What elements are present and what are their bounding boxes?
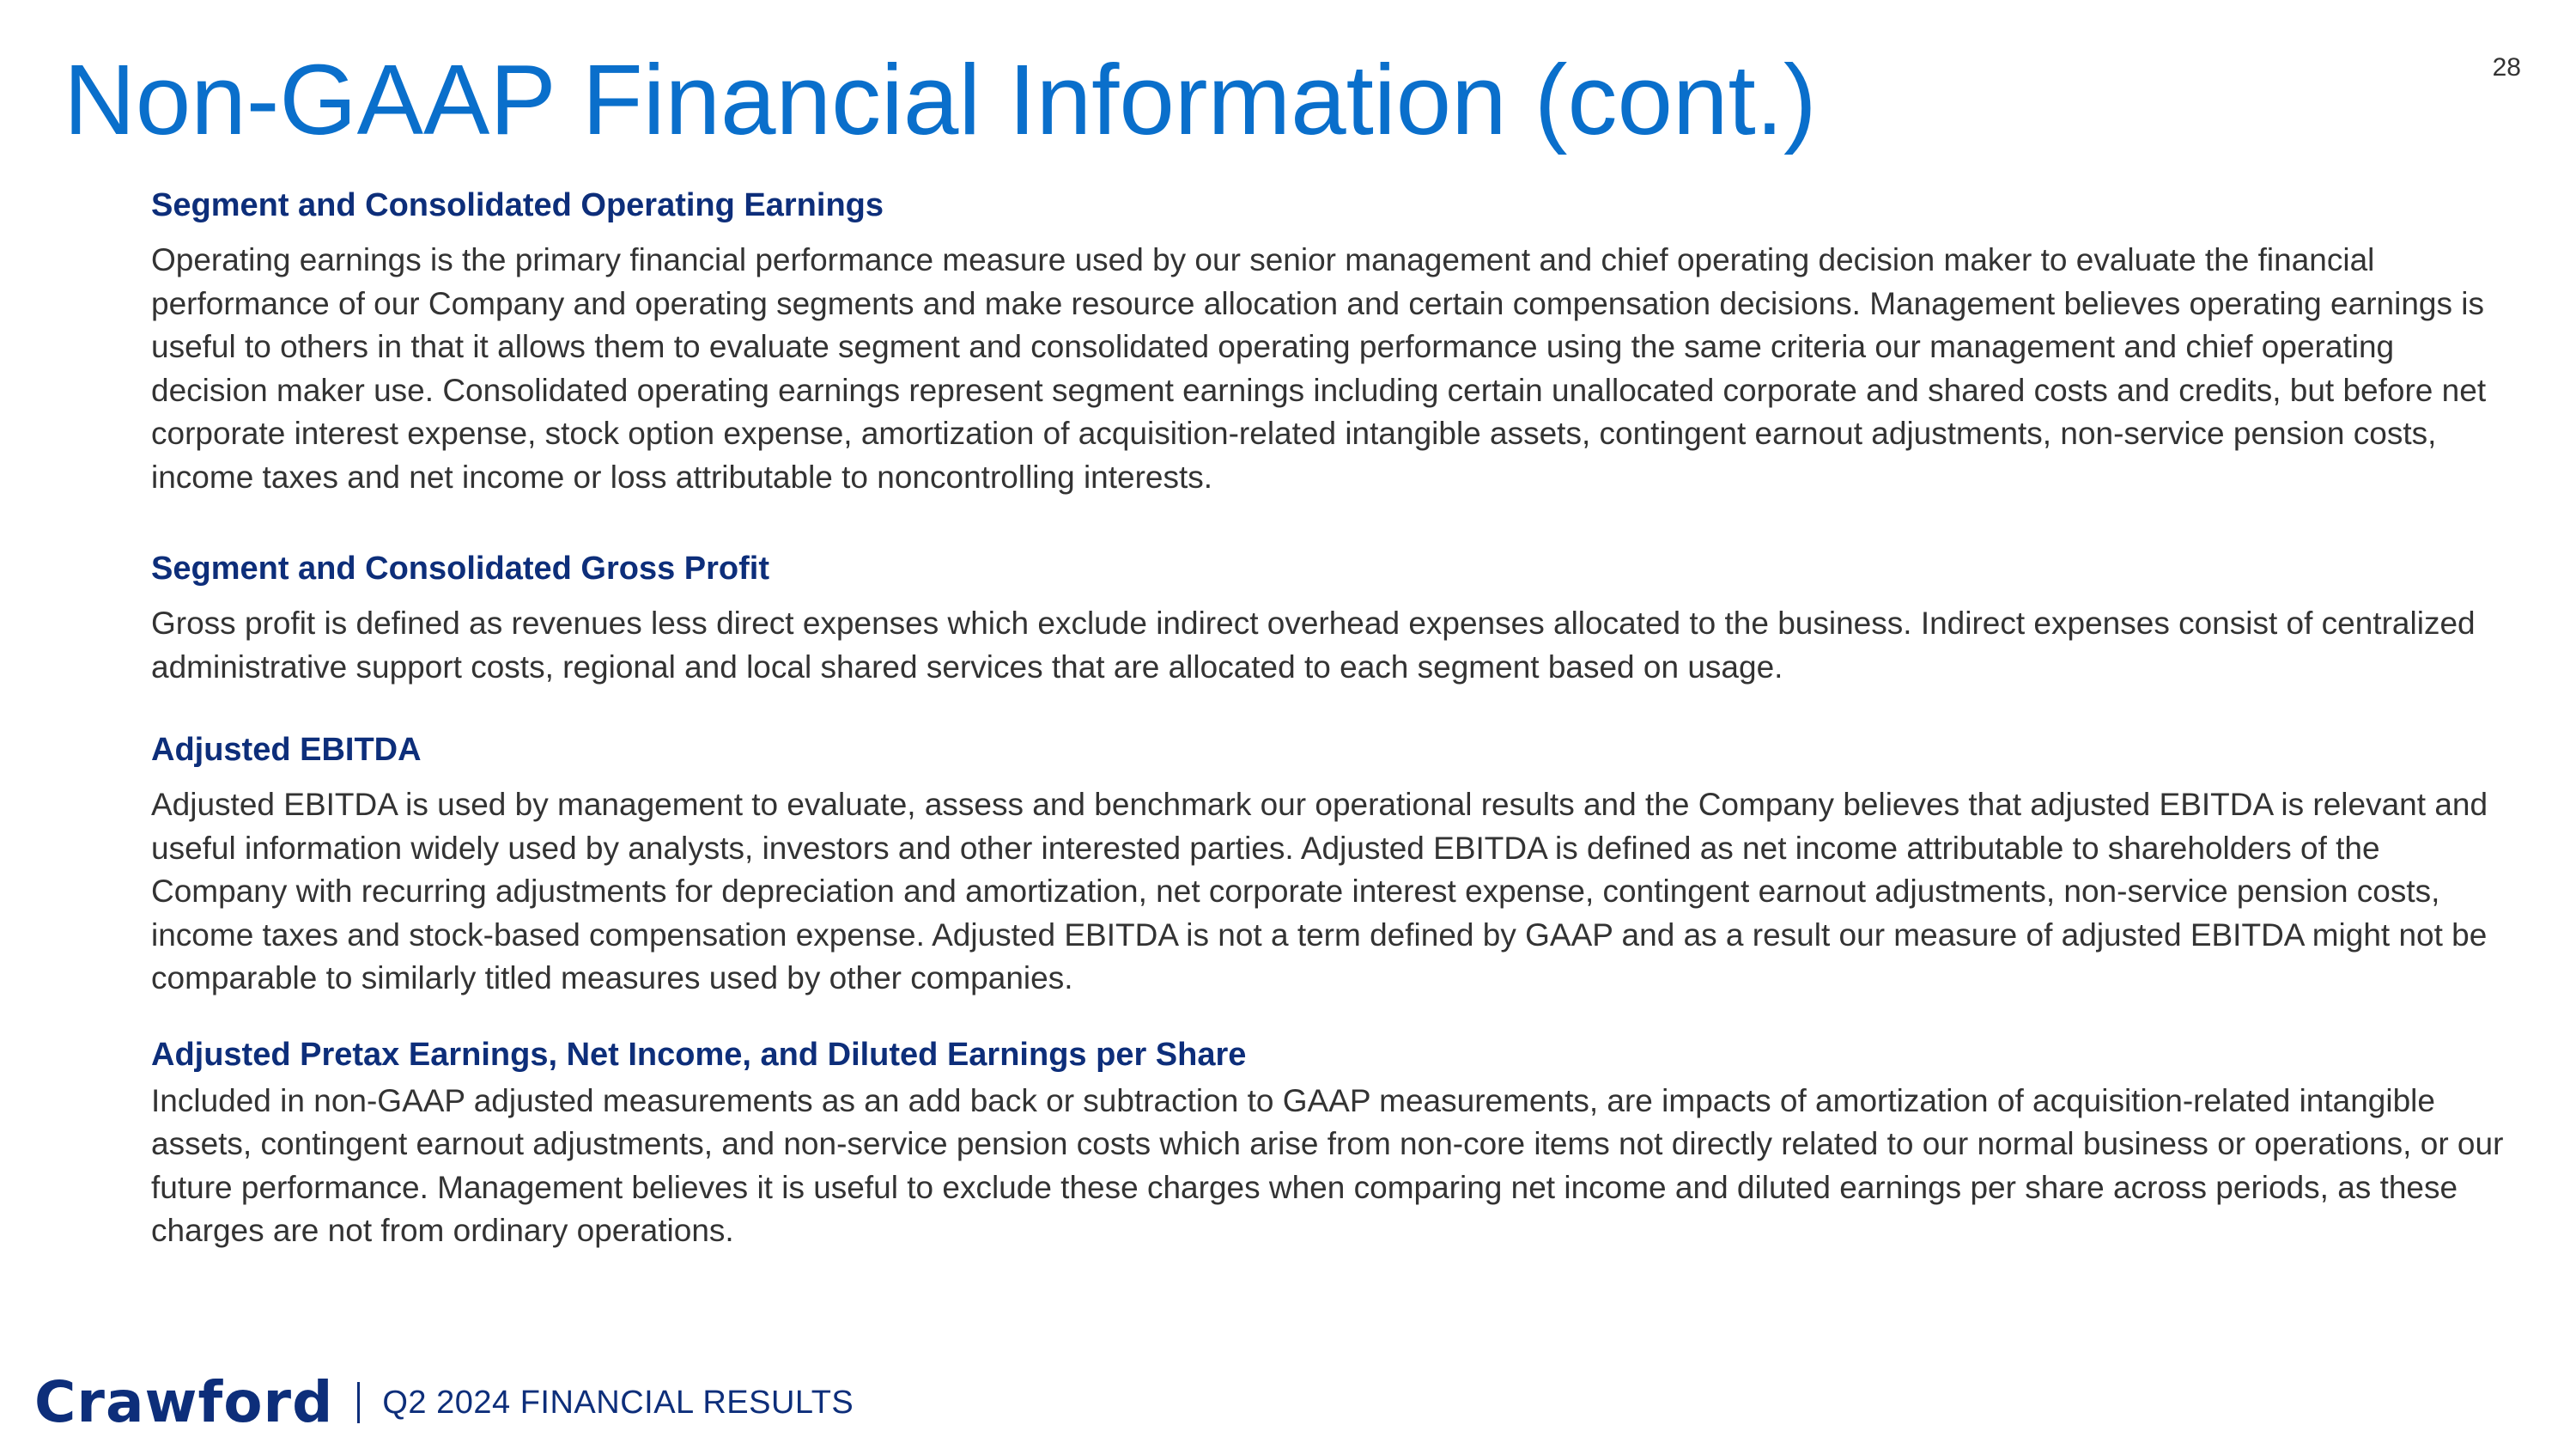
content-area: [151, 184, 2512, 1253]
section-heading: Segment and Consolidated Gross Profit: [151, 551, 769, 587]
section-operating-earnings: [151, 184, 2512, 499]
section-body: Gross profit is defined as revenues less direct expenses which exclude indirect overhead expenses allocated to the business. Indirect expenses consist of centralized administrative support costs, regional and local shared services that are allocated to each segment based on usage.: [151, 606, 2476, 685]
section-heading: Adjusted EBITDA: [151, 732, 422, 768]
section-heading: Segment and Consolidated Operating Earnings: [151, 187, 884, 223]
crawford-logo: Crawford: [34, 1369, 334, 1435]
section-heading: Adjusted Pretax Earnings, Net Income, and Diluted Earnings per Share: [151, 1036, 1247, 1073]
page-number: 28: [2492, 53, 2521, 82]
section-body: Included in non-GAAP adjusted measurements as an add back or subtraction to GAAP measurements, are impacts of amortization of acquisition-related intangible assets, contingent earnout adjustments, and non-service pension costs which arise from non-core items not directly related to our normal business or operations, or our future performance. Management believes it is useful to exclude these charges when comparing net income and diluted earnings per share across periods, as these charges are not from ordinary operations.: [151, 1082, 2504, 1248]
section-gross-profit: [151, 547, 2512, 689]
section-body: Operating earnings is the primary financial performance measure used by our senior management and chief operating decision maker to evaluate the financial performance of our Company and operating segments and make resource allocation and certain compensation decisions. Management believes operating earnings is useful to others in that it allows them to evaluate segment and consolidated operating performance using the same criteria our management and chief operating decision maker use. Consolidated operating earnings represent segment earnings including certain unallocated corporate and shared costs and credits, but before net corporate interest expense, stock option expense, amortization of acquisition-related intangible assets, contingent earnout adjustments, non-service pension costs, income taxes and net income or loss attributable to noncontrolling interests.: [151, 242, 2487, 495]
footer-divider: [357, 1382, 360, 1423]
section-adjusted-ebitda: [151, 728, 2512, 1001]
page-title: Non-GAAP Financial Information (cont.): [64, 44, 1817, 155]
section-adjusted-pretax-earnings: [151, 1033, 2512, 1253]
footer-caption: Q2 2024 FINANCIAL RESULTS: [382, 1384, 854, 1421]
section-body: Adjusted EBITDA is used by management to evaluate, assess and benchmark our operational results and the Company believes that adjusted EBITDA is relevant and useful information widely used by analysts, investors and other interested parties. Adjusted EBITDA is defined as net income attributable to shareholders of the Company with recurring adjustments for depreciation and amortization, net corporate interest expense, contingent earnout adjustments, non-service pension costs, income taxes and stock-based compensation expense. Adjusted EBITDA is not a term defined by GAAP and as a result our measure of adjusted EBITDA might not be comparable to similarly titled measures used by other companies.: [151, 787, 2488, 995]
footer: [34, 1369, 854, 1435]
